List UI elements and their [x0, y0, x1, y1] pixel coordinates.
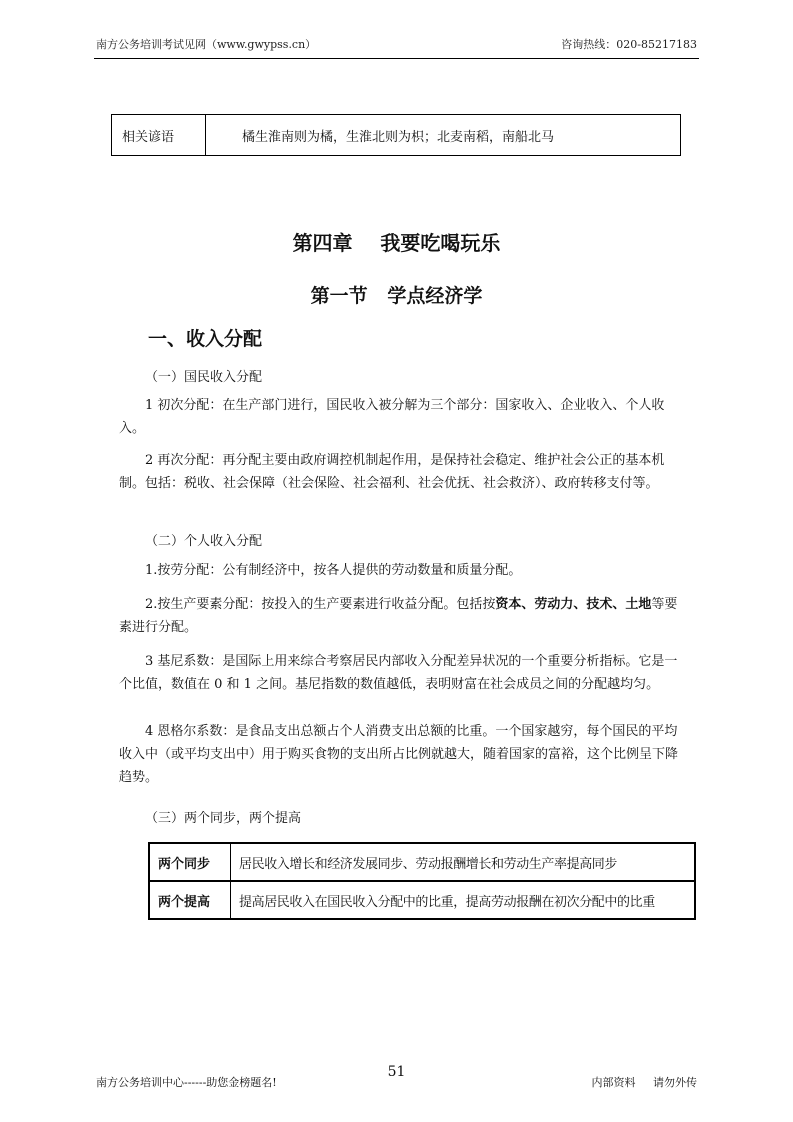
table-row-key: 两个同步 [149, 843, 231, 881]
paragraph-redistribution: 2 再次分配：再分配主要由政府调控机制起作用，是保持社会稳定、维护社会公正的基本机制。包括：税收、社会保障（社会保险、社会福利、社会优抚、社会救济）、政府转移支付等。 [119, 453, 665, 491]
page-number: 51 [387, 1064, 406, 1080]
subheading-national-income: （一）国民收入分配 [145, 370, 263, 385]
heading-income-distribution: 一、收入分配 [148, 328, 263, 350]
header-left: 南方公务培训考试见网（www.gwypss.cn） [96, 38, 317, 51]
sayings-label: 相关谚语 [112, 115, 206, 155]
table-row-value: 居民收入增长和经济发展同步、劳动报酬增长和劳动生产率提高同步 [231, 843, 696, 881]
paragraph-factor-distribution [119, 593, 681, 639]
header-right: 咨询热线：020-85217183 [561, 38, 697, 51]
factor-text-bold: 资本、劳动力、技术、土地 [495, 597, 652, 612]
table-row [149, 881, 695, 919]
paragraph-distribution-by-labor: 1.按劳分配：公有制经济中，按各人提供的劳动数量和质量分配。 [145, 563, 522, 578]
footer-right: 内部资料 请勿外传 [591, 1076, 697, 1089]
paragraph-engel-coefficient: 4 恩格尔系数：是食品支出总额占个人消费支出总额的比重。一个国家越穷，每个国民的平均收入中（或平均支出中）用于购买食物的支出所占比例就越大，随着国家的富裕，这个比例呈下降趋势。 [119, 724, 679, 785]
factor-text-post: 等要素进行分配。 [119, 597, 678, 635]
table-row-key: 两个提高 [149, 881, 231, 919]
factor-text-pre: 2.按生产要素分配：按投入的生产要素进行收益分配。包括按 [145, 597, 496, 612]
subheading-two-sync-two-raise: （三）两个同步，两个提高 [145, 811, 302, 826]
table-row [149, 843, 695, 881]
section-title: 第一节 学点经济学 [310, 285, 483, 307]
paragraph-gini-coefficient: 3 基尼系数：是国际上用来综合考察居民内部收入分配差异状况的一个重要分析指标。它是一个比值，数值在 0 和 1 之间。基尼指数的数值越低，表明财富在社会成员之间的分配越均匀。 [119, 654, 678, 692]
table-row-value: 提高居民收入在国民收入分配中的比重，提高劳动报酬在初次分配中的比重 [231, 881, 696, 919]
footer-left: 南方公务培训中心------助您金榜题名! [96, 1076, 277, 1089]
sayings-box [111, 114, 681, 156]
two-sync-table [148, 842, 696, 920]
subheading-personal-income: （二）个人收入分配 [145, 534, 263, 549]
paragraph-primary-distribution: 1 初次分配：在生产部门进行，国民收入被分解为三个部分：国家收入、企业收入、个人收入。 [119, 398, 665, 436]
chapter-title: 第四章 我要吃喝玩乐 [292, 231, 501, 255]
header-divider [94, 58, 699, 59]
sayings-value: 橘生淮南则为橘，生淮北则为枳；北麦南稻，南船北马 [242, 129, 555, 145]
